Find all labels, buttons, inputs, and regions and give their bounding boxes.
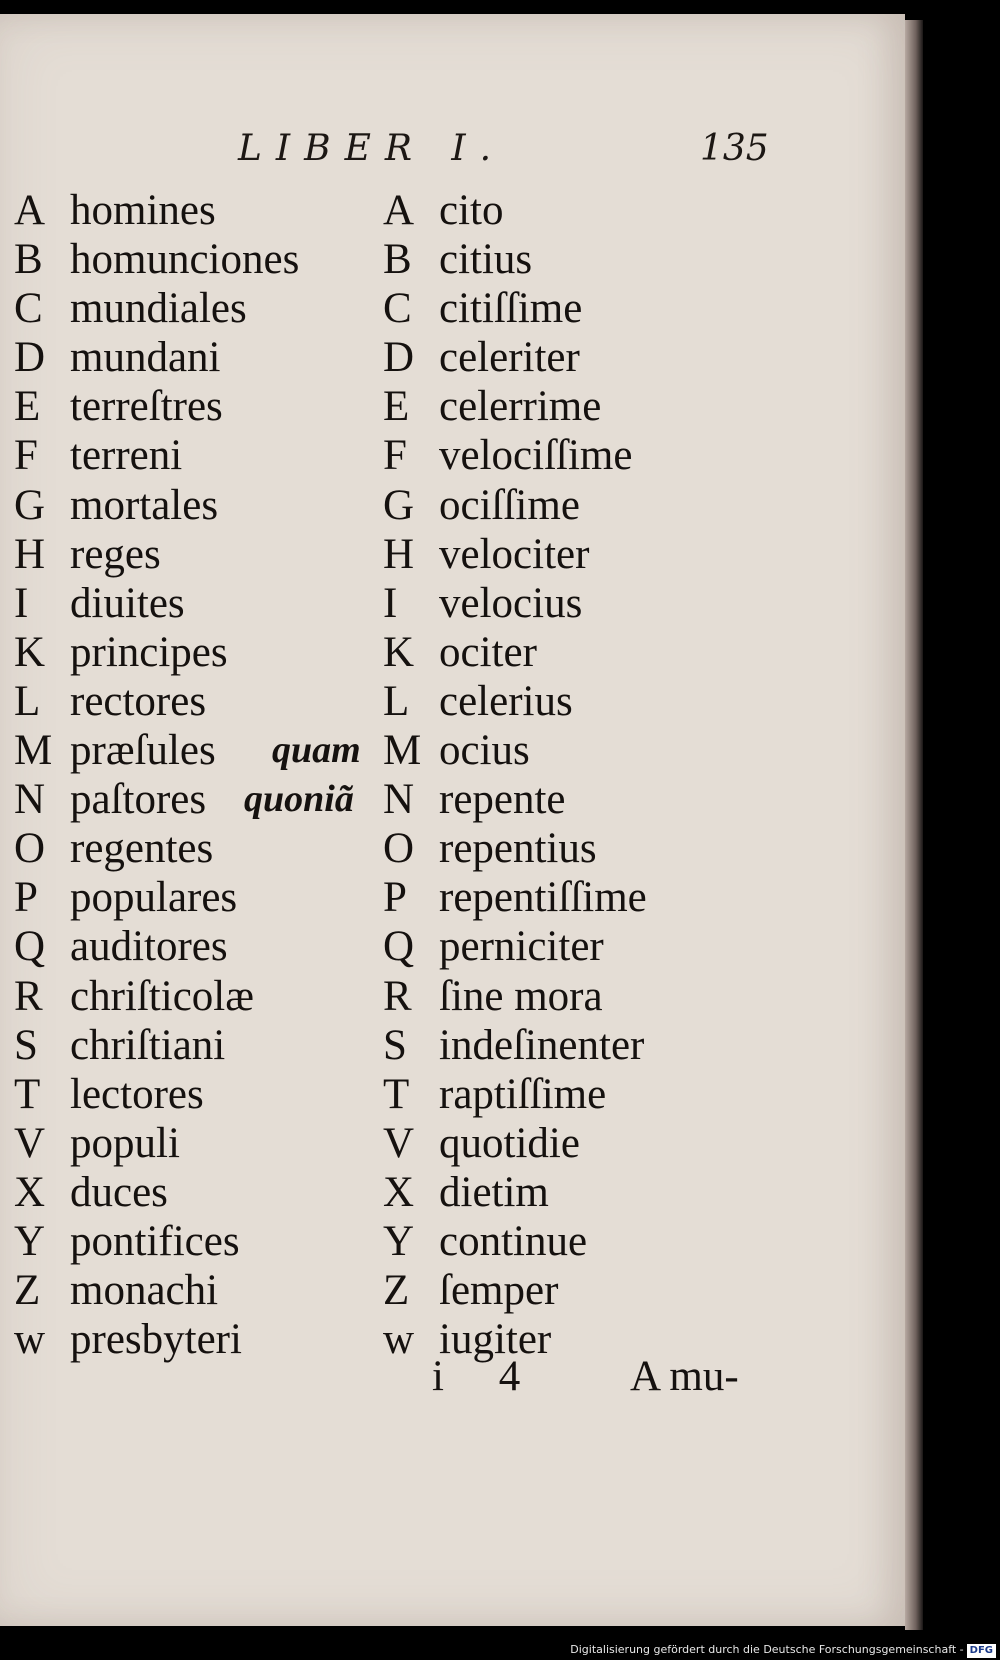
right-row-m	[383, 726, 803, 775]
row-word: repentiſſime	[439, 874, 647, 922]
row-letter: N	[14, 776, 46, 824]
row-letter: H	[14, 530, 46, 578]
row-letter: S	[14, 1021, 38, 1069]
right-row-i	[383, 579, 803, 628]
left-row-i	[14, 579, 374, 628]
row-letter: C	[383, 285, 412, 333]
left-row-h	[14, 530, 374, 579]
row-letter: G	[383, 481, 415, 529]
right-row-n	[383, 775, 803, 824]
row-word: ſine mora	[439, 972, 603, 1020]
row-letter: M	[383, 727, 422, 775]
row-word: cito	[439, 187, 504, 234]
row-word: regentes	[70, 825, 214, 873]
book-page	[0, 14, 905, 1626]
row-letter: L	[383, 677, 410, 725]
row-word: raptiſſime	[439, 1070, 607, 1118]
row-word: duces	[70, 1168, 168, 1216]
row-letter: Z	[383, 1267, 410, 1315]
right-row-s	[383, 1021, 803, 1070]
right-row-c	[383, 284, 803, 333]
row-word: mundani	[70, 334, 221, 382]
row-word: monachi	[70, 1267, 219, 1315]
row-word: populi	[70, 1119, 180, 1167]
right-row-r	[383, 972, 803, 1021]
row-word: citiſſime	[439, 285, 583, 333]
right-row-p	[383, 873, 803, 922]
row-word: dietim	[439, 1168, 549, 1216]
row-word: celerrime	[439, 383, 602, 431]
row-word: pontifices	[70, 1217, 240, 1265]
row-word: presbyteri	[70, 1316, 242, 1364]
row-letter: X	[14, 1168, 46, 1216]
row-letter: X	[383, 1168, 415, 1216]
left-row-a	[14, 186, 374, 235]
row-letter: I	[383, 579, 398, 627]
left-row-b	[14, 235, 374, 284]
row-word: terreni	[70, 432, 183, 480]
dfg-logo: DFG	[967, 1644, 996, 1658]
row-letter: V	[383, 1119, 415, 1167]
row-letter: D	[383, 334, 415, 382]
left-row-q	[14, 922, 374, 971]
right-row-q	[383, 922, 803, 971]
row-word: celerius	[439, 677, 573, 725]
right-row-z	[383, 1266, 803, 1315]
row-word: chriſticolæ	[70, 972, 254, 1020]
right-row-d	[383, 333, 803, 382]
left-row-n	[14, 775, 374, 824]
row-letter: R	[383, 972, 412, 1020]
right-row-b	[383, 235, 803, 284]
row-word: chriſtiani	[70, 1021, 226, 1069]
row-word: repentius	[439, 825, 597, 873]
marginal-quonia: quoniã	[244, 778, 354, 821]
credit-text: Digitalisierung gefördert durch die Deutsche Forschungsgemeinschaft -	[570, 1643, 964, 1656]
right-row-a	[383, 186, 803, 235]
row-word: citius	[439, 236, 533, 284]
row-letter: Q	[14, 923, 46, 971]
row-letter: T	[14, 1070, 41, 1118]
row-letter: S	[383, 1021, 407, 1069]
left-row-s	[14, 1021, 374, 1070]
digitization-credit	[0, 1640, 1000, 1660]
row-word: lectores	[70, 1070, 204, 1118]
signature-mark: i 4	[432, 1353, 543, 1400]
row-letter: O	[383, 825, 415, 873]
right-row-g	[383, 481, 803, 530]
row-letter: P	[14, 874, 38, 922]
row-word: ocius	[439, 727, 530, 775]
right-row-f	[383, 431, 803, 480]
row-word: ſemper	[439, 1267, 559, 1315]
right-row-t	[383, 1070, 803, 1119]
left-row-e	[14, 382, 374, 431]
row-letter: Q	[383, 923, 415, 971]
row-letter: K	[383, 628, 415, 676]
row-letter: P	[383, 874, 407, 922]
row-letter: G	[14, 481, 46, 529]
right-row-k	[383, 628, 803, 677]
right-row-y	[383, 1217, 803, 1266]
row-word: quotidie	[439, 1119, 580, 1167]
row-letter: M	[14, 727, 53, 775]
row-letter: V	[14, 1119, 46, 1167]
row-letter: w	[383, 1316, 415, 1364]
row-word: auditores	[70, 923, 228, 971]
row-letter: K	[14, 628, 46, 676]
row-letter: L	[14, 677, 41, 725]
row-word: paſtores	[70, 776, 207, 824]
running-head: LIBER I.	[238, 128, 506, 169]
row-letter: N	[383, 776, 415, 824]
row-word: celeriter	[439, 334, 580, 382]
left-row-m	[14, 726, 374, 775]
left-row-p	[14, 873, 374, 922]
row-word: mortales	[70, 481, 219, 529]
row-word: velociter	[439, 530, 590, 578]
row-word: ociſſime	[439, 481, 580, 529]
row-word: velocius	[439, 579, 583, 627]
left-row-f	[14, 431, 374, 480]
row-letter: R	[14, 972, 43, 1020]
row-word: continue	[439, 1217, 588, 1265]
row-letter: E	[14, 383, 41, 431]
left-word-column	[14, 186, 374, 1364]
row-letter: w	[14, 1316, 46, 1364]
row-letter: B	[14, 236, 43, 284]
left-row-l	[14, 677, 374, 726]
row-word: terreſtres	[70, 383, 223, 431]
row-letter: I	[14, 579, 29, 627]
row-word: populares	[70, 874, 238, 922]
row-word: indeſinenter	[439, 1021, 645, 1069]
row-word: repente	[439, 776, 566, 824]
left-row-d	[14, 333, 374, 382]
page-number: 135	[700, 128, 769, 169]
row-word: præſules	[70, 727, 216, 775]
right-row-x	[383, 1168, 803, 1217]
left-row-r	[14, 972, 374, 1021]
row-letter: O	[14, 825, 46, 873]
row-word: principes	[70, 628, 228, 676]
right-row-e	[383, 382, 803, 431]
row-letter: D	[14, 334, 46, 382]
row-word: rectores	[70, 677, 207, 725]
left-row-w	[14, 1315, 374, 1364]
catchword: A mu-	[630, 1353, 739, 1400]
row-letter: F	[383, 432, 407, 480]
row-letter: E	[383, 383, 410, 431]
row-word: iugiter	[439, 1316, 552, 1364]
left-row-z	[14, 1266, 374, 1315]
row-letter: Y	[14, 1217, 46, 1265]
row-letter: B	[383, 236, 412, 284]
row-word: diuites	[70, 579, 185, 627]
left-row-c	[14, 284, 374, 333]
row-word: reges	[70, 530, 161, 578]
left-row-v	[14, 1119, 374, 1168]
right-row-h	[383, 530, 803, 579]
left-row-k	[14, 628, 374, 677]
right-word-column	[383, 186, 803, 1364]
row-letter: A	[383, 187, 415, 234]
row-word: homunciones	[70, 236, 300, 284]
row-word: velociſſime	[439, 432, 633, 480]
marginal-quam: quam	[272, 729, 361, 772]
row-word: mundiales	[70, 285, 247, 333]
row-word: homines	[70, 187, 216, 234]
right-row-v	[383, 1119, 803, 1168]
row-letter: Y	[383, 1217, 415, 1265]
left-row-y	[14, 1217, 374, 1266]
left-row-g	[14, 481, 374, 530]
page-edge-shadow	[905, 20, 923, 1630]
left-row-o	[14, 824, 374, 873]
row-word: perniciter	[439, 923, 604, 971]
row-word: ociter	[439, 628, 537, 676]
left-row-x	[14, 1168, 374, 1217]
left-row-t	[14, 1070, 374, 1119]
row-letter: T	[383, 1070, 410, 1118]
right-row-o	[383, 824, 803, 873]
row-letter: A	[14, 187, 46, 234]
page-header	[0, 120, 905, 180]
row-letter: H	[383, 530, 415, 578]
row-letter: Z	[14, 1267, 41, 1315]
right-row-l	[383, 677, 803, 726]
row-letter: F	[14, 432, 38, 480]
row-letter: C	[14, 285, 43, 333]
